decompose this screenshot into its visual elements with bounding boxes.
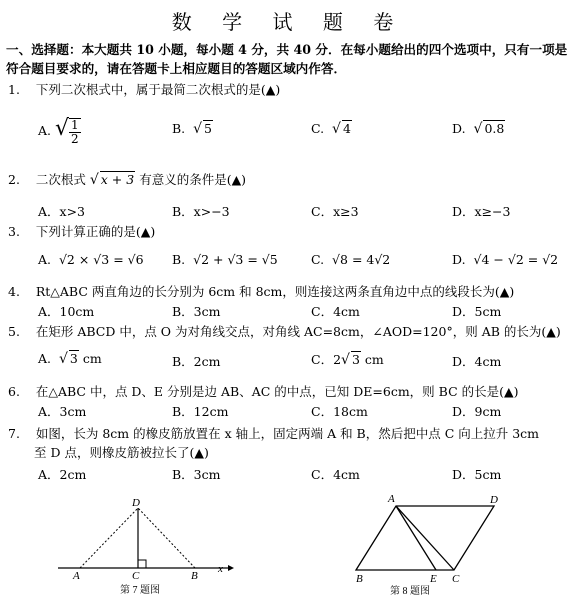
- label-b: B: [356, 573, 363, 585]
- q2-option-d[interactable]: D．x≥−3: [452, 204, 511, 219]
- q2-option-c[interactable]: C．x≥3: [311, 204, 359, 219]
- question-5: 5. 在矩形 ABCD 中，点 O 为对角线交点，对角线 AC=8cm，∠AOD=120°，则 AB 的长为(▲): [8, 324, 561, 339]
- label-b: B: [191, 570, 198, 582]
- q7-option-a[interactable]: A．2cm: [38, 467, 87, 482]
- q6-option-d[interactable]: D．9cm: [452, 404, 502, 419]
- label-c: C: [452, 573, 460, 585]
- q3-option-a[interactable]: A. √2 × √3 = √6: [38, 252, 144, 267]
- question-2: 2. 二次根式 √ x + 3 有意义的条件是(▲): [8, 172, 247, 188]
- question-6: 6. 在△ABC 中，点 D、E 分别是边 AB、AC 的中点，已知 DE=6cm，则 BC 的长是(▲): [8, 384, 519, 399]
- right-angle-mark: [138, 560, 146, 568]
- q1-option-d[interactable]: D. √ 0.8: [452, 121, 505, 137]
- segment-ae: [396, 506, 436, 570]
- label-d: D: [490, 494, 498, 506]
- q3-option-d[interactable]: D. √4 − √2 = √2: [452, 252, 559, 267]
- label-d: D: [132, 497, 140, 509]
- q3-option-c[interactable]: C. √8 = 4√2: [311, 252, 391, 267]
- q7-option-c[interactable]: C．4cm: [311, 467, 360, 482]
- q5-option-b[interactable]: B．2cm: [172, 354, 221, 369]
- question-7: 7. 如图，长为 8cm 的橡皮筋放置在 x 轴上，固定两端 A 和 B，然后把中点 C 向上拉升 3cm: [8, 426, 540, 441]
- q5-option-d[interactable]: D．4cm: [452, 354, 502, 369]
- question-1: [8, 80, 280, 98]
- segment-bd: [138, 508, 195, 568]
- question-3: 3. 下列计算正确的是(▲): [8, 224, 156, 239]
- section-instructions: 一、选择题：本大题共 10 小题，每小题 4 分，共 40 分．在每小题给出的四个选项中，只有一项是符合题目要求的，请在答题卡上相应题目的答题区域内作答．: [6, 42, 568, 76]
- label-e: E: [430, 573, 437, 585]
- q6-option-b[interactable]: B．12cm: [172, 404, 229, 419]
- q1-option-a[interactable]: A. √ $\frac{1}{2}$: [38, 116, 79, 146]
- figure-7-caption: 第 7 题图: [120, 585, 160, 596]
- question-number: 1.: [8, 82, 20, 97]
- q2-option-a[interactable]: A．x>3: [38, 204, 86, 219]
- label-a: A: [388, 493, 395, 505]
- q6-option-c[interactable]: C．18cm: [311, 404, 368, 419]
- q5-option-c[interactable]: C．2√ 3 cm: [311, 352, 384, 368]
- label-x: x: [218, 563, 223, 575]
- q5-option-a[interactable]: A. √ 3 cm: [38, 351, 102, 367]
- label-a: A: [73, 570, 80, 582]
- question-4: 4. Rt△ABC 两直角边的长分别为 6cm 和 8cm，则连接这两条直角边中点的线段长为(▲): [8, 284, 515, 299]
- q1-option-c[interactable]: C. √ 4: [311, 121, 351, 137]
- question-7-line-2: 至 D 点，则橡皮筋被拉长了(▲): [34, 445, 209, 460]
- q4-option-d[interactable]: D．5cm: [452, 304, 502, 319]
- q1-option-b[interactable]: B. √ 5: [172, 121, 212, 137]
- page-title: 数 学 试 题 卷: [171, 10, 406, 34]
- q2-option-b[interactable]: B．x>−3: [172, 204, 230, 219]
- figure-8: [350, 490, 510, 598]
- q4-option-c[interactable]: C．4cm: [311, 304, 360, 319]
- label-c: C: [132, 570, 140, 582]
- q6-option-a[interactable]: A．3cm: [38, 404, 87, 419]
- segment-ad: [80, 508, 138, 568]
- q3-option-b[interactable]: B. √2 + √3 = √5: [172, 252, 278, 267]
- x-axis-arrow: [228, 565, 234, 571]
- figure-7: [50, 496, 240, 596]
- q4-option-a[interactable]: A．10cm: [38, 304, 95, 319]
- q7-option-d[interactable]: D．5cm: [452, 467, 502, 482]
- q4-option-b[interactable]: B．3cm: [172, 304, 221, 319]
- figure-8-caption: 第 8 题图: [390, 586, 430, 597]
- question-text: 下列二次根式中，属于最简二次根式的是(▲): [35, 82, 281, 97]
- segment-ac: [396, 506, 454, 570]
- q7-option-b[interactable]: B．3cm: [172, 467, 221, 482]
